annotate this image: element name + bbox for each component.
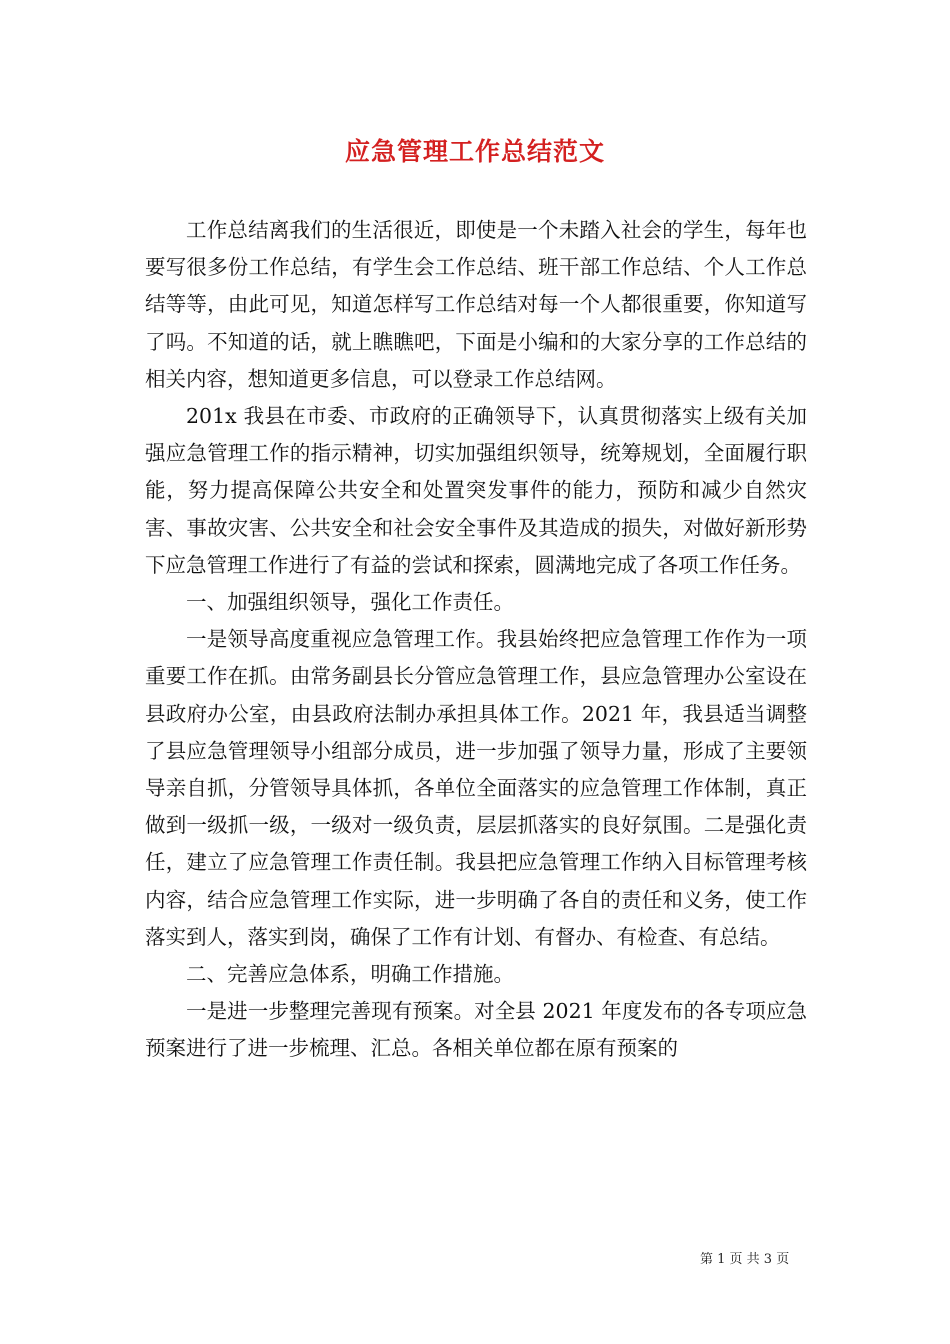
document-body — [145, 212, 807, 1068]
section-2-paragraph: 一是进一步整理完善现有预案。对全县 2021 年度发布的各专项应急预案进行了进一步梳理、汇总。各相关单位都在原有预案的 — [145, 999, 807, 1061]
section-heading-2: 二、完善应急体系，明确工作措施。 — [186, 962, 514, 987]
intro-paragraph: 工作总结离我们的生活很近，即使是一个未踏入社会的学生，每年也要写很多份工作总结，有学生会工作总结、班干部工作总结、个人工作总结等等，由此可见，知道怎样写工作总结对每一个人都很重要，你知道写了吗。不知道的话，就上瞧瞧吧，下面是小编和的大家分享的工作总结的相关内容，想知道更多信息，可以登录工作总结网。 — [145, 218, 807, 391]
summary-paragraph: 201x 我县在市委、市政府的正确领导下，认真贯彻落实上级有关加强应急管理工作的指示精神，切实加强组织领导，统筹规划，全面履行职能，努力提高保障公共安全和处置突发事件的能力，预防和减少自然灾害、事故灾害、公共安全和社会安全事件及其造成的损失，对做好新形势下应急管理工作进行了有益的尝试和探索，圆满地完成了各项工作任务。 — [145, 404, 807, 577]
page-indicator: 第 1 页 共 3 页 — [700, 1252, 790, 1267]
document-title: 应急管理工作总结范文 — [344, 137, 605, 166]
section-1-paragraph: 一是领导高度重视应急管理工作。我县始终把应急管理工作作为一项重要工作在抓。由常务副县长分管应急管理工作，县应急管理办公室设在县政府办公室，由县政府法制办承担具体工作。2021 年，我县适当调整了县应急管理领导小组部分成员，进一步加强了领导力量，形成了主要领导亲自抓，分管领导具体抓，各单位全面落实的应急管理工作体制，真正做到一级抓一级，一级对一级负责，层层抓落实的良好氛围。二是强化责任，建立了应急管理工作责任制。我县把应急管理工作纳入目标管理考核内容，结合应急管理工作实际，进一步明确了各自的责任和义务，使工作落实到人，落实到岗，确保了工作有计划、有督办、有检查、有总结。 — [145, 627, 807, 949]
section-heading-1: 一、加强组织领导，强化工作责任。 — [186, 590, 514, 615]
